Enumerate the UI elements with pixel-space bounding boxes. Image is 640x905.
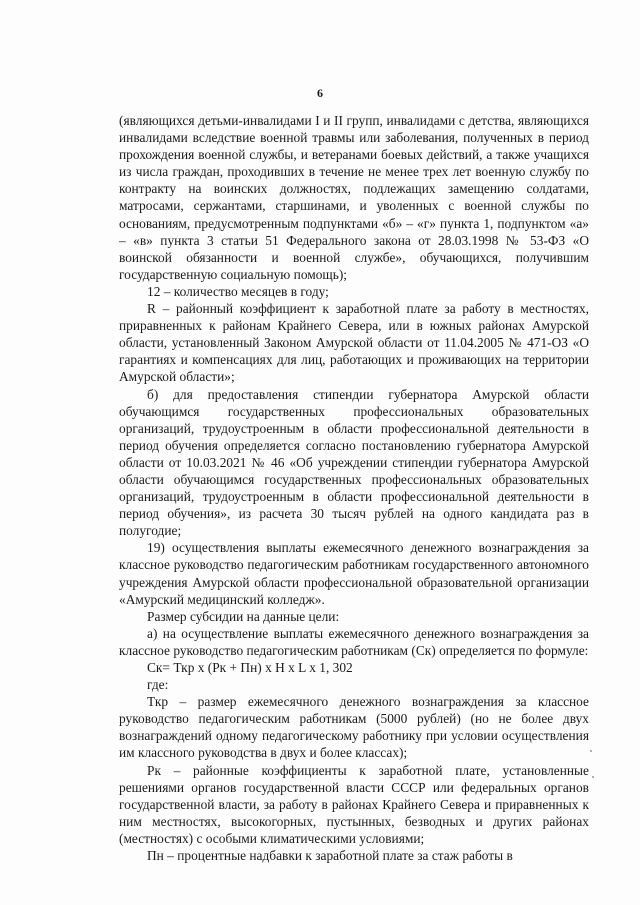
paragraph-class-supervision-payment: 19) осуществления выплаты ежемесячного денежного вознаграждения за классное руководство педагогическим работникам государственного автономного учреждения Амурской области профессиональной образовательной организации «Амурский медицинский колледж». <box>119 540 589 607</box>
page-number: 6 <box>317 86 323 100</box>
paragraph-tkr-definition: Ткр – размер ежемесячного денежного вознаграждения за классное руководство педагогическим работникам (5000 рублей) (но не более двух вознаграждений одному педагогическому работнику при условии осуществления им классного руководства в двух и более классах); <box>119 694 589 761</box>
paragraph-regional-coefficient: R – районный коэффициент к заработной плате за работу в местностях, приравненных к районам Крайнего Севера, или в южных районах Амурской области, установленный Законом Амурской области от 11.04.2005 № 471-ОЗ «О гарантиях и компенсациях для лиц, работающих и проживающих на территории Амурской области»; <box>119 301 589 385</box>
document-body <box>119 112 589 864</box>
paragraph-formula-intro: а) на осуществление выплаты ежемесячного денежного вознаграждения за классное руководство педагогическим работникам (Ск) определяется по формуле: <box>119 625 589 658</box>
paragraph-rk-definition: Рк – районные коэффициенты к заработной плате, установленные решениями органов государственной власти СССР или федеральных органов государственной власти, за работу в районах Крайнего Севера и приравненных к ним местностях, высокогорных, пустынных, безводных и других районах (местностях) с особыми климатическими условиями; <box>119 762 589 846</box>
paragraph-eligible-categories: (являющихся детьми-инвалидами I и II групп, инвалидами с детства, являющихся инвалидами вследствие военной травмы или заболевания, полученных в период прохождения военной службы, и ветеранами боевых действий, а также учащихся из числа граждан, проходивших в течение не менее трех лет военную службу по контракту на воинских должностях, подлежащих замещению солдатами, матросами, сержантами, старшинами, и уволенных с военной службы по основаниям, предусмотренным подпунктами «б» – «г» пункта 1, подпунктом «а» – «в» пункта 3 статьи 51 Федерального закона от 28.03.1998 № 53-ФЗ «О воинской обязанности и военной службе», обучающихся, получившим государственную социальную помощь); <box>119 113 589 282</box>
paragraph-months-in-year: 12 – количество месяцев в году; <box>147 283 329 299</box>
scan-speck <box>590 750 592 752</box>
paragraph-pn-definition: Пн – процентные надбавки к заработной плате за стаж работы в <box>147 848 513 864</box>
paragraph-subsidy-size: Размер субсидии на данные цели: <box>147 608 340 624</box>
paragraph-where: где: <box>147 677 169 693</box>
formula: Ск= Ткр x (Рк + Пн) x Н x L x 1, 302 <box>147 660 353 675</box>
scan-speck <box>592 776 594 778</box>
paragraph-governor-scholarship: б) для предоставления стипендии губернатора Амурской области обучающимся государственных профессиональных образовательных организаций, трудоустроенным в области профессиональной деятельности в период обучения определяется согласно постановлению губернатора Амурской области от 10.03.2021 № 46 «Об учреждении стипендии губернатора Амурской области обучающимся государственных профессиональных образовательных организаций, трудоустроенным в области профессиональной деятельности в период обучения», из расчета 30 тысяч рублей на одного кандидата раз в полугодие; <box>119 386 589 539</box>
